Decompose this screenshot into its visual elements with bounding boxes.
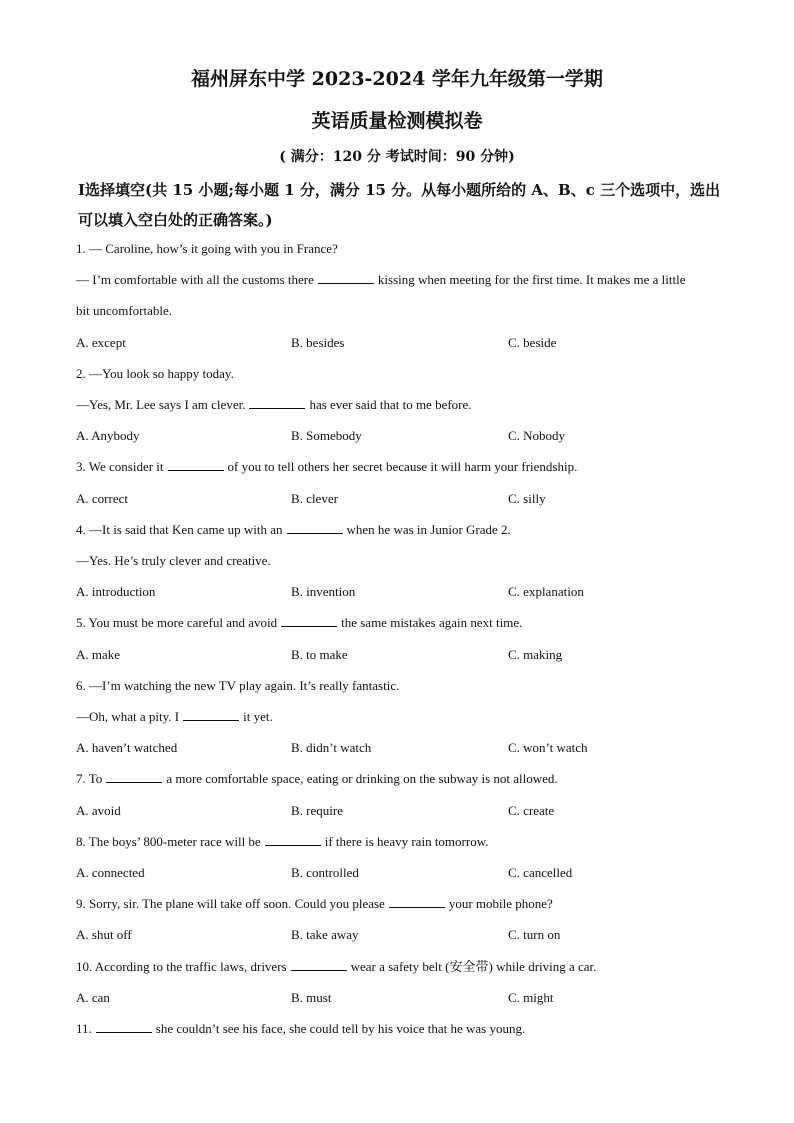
question-text: 5. You must be more careful and avoid: [76, 615, 278, 630]
question-6-option-c[interactable]: C. won’t watch: [508, 740, 588, 755]
answer-blank[interactable]: [168, 458, 224, 471]
question-8-option-c[interactable]: C. cancelled: [508, 865, 573, 880]
question-4-option-b[interactable]: B. invention: [291, 584, 356, 599]
question-10-option-a[interactable]: A. can: [76, 990, 110, 1005]
question-4-option-c[interactable]: C. explanation: [508, 584, 584, 599]
question-5-prompt: [76, 614, 726, 632]
question-11-prompt: [76, 1020, 726, 1038]
exam-title-school: 福州屏东中学 2023-2024 学年九年级第一学期: [191, 68, 603, 90]
question-1-continued: bit uncomfortable.: [76, 303, 173, 318]
question-text: 8. The boys’ 800-meter race will be: [76, 834, 261, 849]
exam-score-time: ( 满分：120 分 考试时间：90 分钟): [279, 149, 515, 165]
question-3-option-a[interactable]: A. correct: [76, 491, 128, 506]
question-text: wear a safety belt (安全带) while driving a car.: [350, 959, 597, 974]
question-text: of you to tell others her secret because it will harm your friendship.: [227, 459, 578, 474]
answer-blank[interactable]: [318, 271, 374, 284]
answer-blank[interactable]: [96, 1020, 152, 1033]
exam-title-subject: 英语质量检测模拟卷: [311, 110, 483, 132]
question-text: a more comfortable space, eating or drinking on the subway is not allowed.: [166, 771, 558, 786]
question-9-option-b[interactable]: B. take away: [291, 927, 359, 942]
question-4-prompt: [76, 521, 726, 539]
question-text: it yet.: [243, 709, 273, 724]
question-1-response: [76, 271, 726, 289]
question-text: your mobile phone?: [448, 896, 553, 911]
question-7-option-b[interactable]: B. require: [291, 803, 343, 818]
question-text: 3. We consider it: [76, 459, 164, 474]
question-9-prompt: [76, 895, 726, 913]
answer-blank[interactable]: [265, 833, 321, 846]
answer-blank[interactable]: [106, 770, 162, 783]
question-7-option-c[interactable]: C. create: [508, 803, 555, 818]
question-text: 10. According to the traffic laws, drivers: [76, 959, 287, 974]
question-10-option-b[interactable]: B. must: [291, 990, 332, 1005]
question-text: —Oh, what a pity. I: [76, 709, 180, 724]
question-5-option-a[interactable]: A. make: [76, 647, 121, 662]
question-3-prompt: [76, 458, 726, 476]
question-5-option-c[interactable]: C. making: [508, 647, 563, 662]
question-6-response: [76, 708, 726, 726]
question-4-option-a[interactable]: A. introduction: [76, 584, 156, 599]
answer-blank[interactable]: [281, 614, 337, 627]
question-1-option-a[interactable]: A. except: [76, 335, 126, 350]
question-1-prompt: 1. — Caroline, how’s it going with you in France?: [76, 241, 338, 256]
question-6-prompt: 6. —I’m watching the new TV play again. It’s really fantastic.: [76, 678, 400, 693]
answer-blank[interactable]: [183, 708, 239, 721]
question-10-prompt: [76, 958, 726, 976]
question-8-option-a[interactable]: A. connected: [76, 865, 145, 880]
question-2-prompt: 2. —You look so happy today.: [76, 366, 234, 381]
question-text: 11.: [76, 1021, 92, 1036]
question-7-prompt: [76, 770, 726, 788]
question-text: if there is heavy rain tomorrow.: [324, 834, 489, 849]
question-8-prompt: [76, 833, 726, 851]
question-9-option-c[interactable]: C. turn on: [508, 927, 561, 942]
question-text: 9. Sorry, sir. The plane will take off soon. Could you please: [76, 896, 385, 911]
question-2-option-b[interactable]: B. Somebody: [291, 428, 362, 443]
question-9-option-a[interactable]: A. shut off: [76, 927, 132, 942]
question-6-option-b[interactable]: B. didn’t watch: [291, 740, 372, 755]
question-2-response: [76, 396, 726, 414]
question-4-response: —Yes. He’s truly clever and creative.: [76, 553, 271, 568]
question-1-option-b[interactable]: B. besides: [291, 335, 345, 350]
question-text: the same mistakes again next time.: [341, 615, 523, 630]
question-2-option-c[interactable]: C. Nobody: [508, 428, 566, 443]
question-text: —Yes, Mr. Lee says I am clever.: [76, 397, 246, 412]
question-8-option-b[interactable]: B. controlled: [291, 865, 359, 880]
question-1-option-c[interactable]: C. beside: [508, 335, 557, 350]
question-text: 7. To: [76, 771, 103, 786]
question-text: 4. —It is said that Ken came up with an: [76, 522, 283, 537]
section-instructions: Ⅰ选择填空(共 15 小题;每小题 1 分，满分 15 分。从每小题所给的 A、B、c 三个选项中，选出可以填入空白处的正确答案。): [78, 181, 721, 229]
answer-blank[interactable]: [389, 895, 445, 908]
question-6-option-a[interactable]: A. haven’t watched: [76, 740, 178, 755]
question-5-option-b[interactable]: B. to make: [291, 647, 348, 662]
question-10-option-c[interactable]: C. might: [508, 990, 554, 1005]
question-text: — I’m comfortable with all the customs there: [76, 272, 314, 287]
answer-blank[interactable]: [291, 958, 347, 971]
question-text: when he was in Junior Grade 2.: [346, 522, 511, 537]
question-text: she couldn’t see his face, she could tell by his voice that he was young.: [155, 1021, 526, 1036]
question-7-option-a[interactable]: A. avoid: [76, 803, 121, 818]
answer-blank[interactable]: [249, 396, 305, 409]
answer-blank[interactable]: [287, 521, 343, 534]
question-text: kissing when meeting for the first time. It makes me a little: [377, 272, 686, 287]
question-3-option-c[interactable]: C. silly: [508, 491, 546, 506]
question-2-option-a[interactable]: A. Anybody: [76, 428, 140, 443]
question-3-option-b[interactable]: B. clever: [291, 491, 338, 506]
question-text: has ever said that to me before.: [309, 397, 472, 412]
